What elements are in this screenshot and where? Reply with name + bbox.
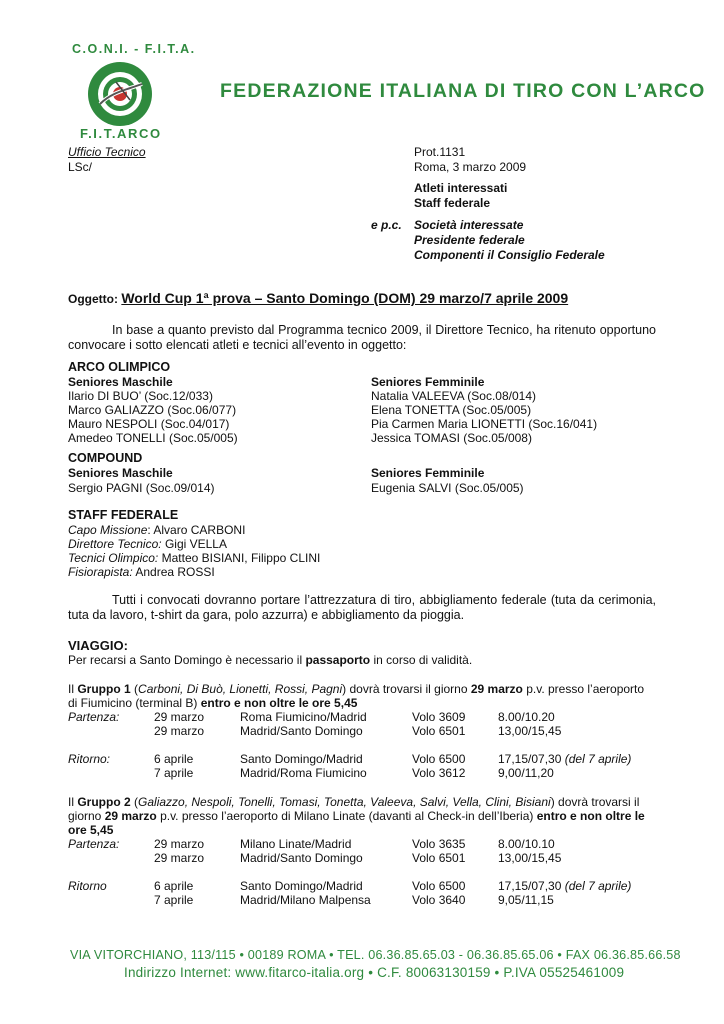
- schedule-route: Santo Domingo/Madrid: [240, 879, 363, 893]
- schedule-row: [68, 752, 631, 766]
- letter-date: Roma, 3 marzo 2009: [414, 160, 527, 174]
- schedule-row: [68, 851, 631, 865]
- schedule-route: Madrid/Milano Malpensa: [240, 893, 371, 907]
- intro-paragraph: In base a quanto previsto dal Programma tecnico 2009, il Direttore Tecnico, ha ritenuto opportuno convocare i sotto elencati atleti e tecnici all’evento in oggetto:: [68, 323, 656, 352]
- group2-line1: [68, 795, 639, 809]
- schedule-time: [498, 837, 631, 851]
- group2-date: 29 marzo: [104, 809, 157, 823]
- staff-role: Fisiorapista:: [68, 565, 133, 579]
- schedule-label: Ritorno: [68, 879, 107, 893]
- cc-recipient: Società interessate: [414, 218, 524, 232]
- schedule-time: [498, 851, 631, 865]
- staff-role: Direttore Tecnico:: [68, 537, 162, 551]
- footer-address: VIA VITORCHIANO, 113/115 • 00189 ROMA • TEL. 06.36.85.65.03 - 06.36.85.65.06 • FAX 06.36.85.66.58: [70, 948, 681, 962]
- recipient: Staff federale: [414, 196, 491, 210]
- schedule-date: 6 aprile: [154, 879, 194, 893]
- schedule-route: Madrid/Santo Domingo: [240, 851, 363, 865]
- athlete: Jessica TOMASI (Soc.05/008): [371, 431, 532, 445]
- fitarco-label: F.I.T.ARCO: [80, 126, 162, 141]
- schedule-time: [498, 879, 631, 893]
- footer-web: Indirizzo Internet: www.fitarco-italia.org • C.F. 80063130159 • P.IVA 05525461009: [124, 965, 625, 980]
- schedule-route: [240, 738, 412, 752]
- schedule-time: [498, 738, 631, 752]
- schedule-date: 7 aprile: [154, 766, 194, 780]
- schedule-label: [68, 738, 154, 752]
- coni-fita-heading: C.O.N.I. - F.I.T.A.: [72, 42, 196, 56]
- text: giorno: [68, 809, 105, 823]
- schedule-date: 6 aprile: [154, 752, 194, 766]
- athlete: Amedeo TONELLI (Soc.05/005): [68, 431, 238, 445]
- schedule-label: Ritorno:: [68, 752, 111, 766]
- schedule-date: [154, 865, 240, 879]
- schedule-label: Partenza:: [68, 837, 120, 851]
- schedule-flight: Volo 6501: [412, 724, 466, 738]
- group2-line3: ore 5,45: [68, 823, 114, 837]
- group1-line1: [68, 682, 644, 696]
- passport-post: in corso di validità.: [370, 653, 473, 667]
- flight-time: 8.00/10.10: [498, 837, 555, 851]
- schedule-row: [68, 766, 631, 780]
- schedule-route: Milano Linate/Madrid: [240, 837, 352, 851]
- flight-note: (del 7 aprile): [564, 752, 632, 766]
- schedule-flight: [412, 865, 498, 879]
- text: p.v. presso l’aeroporto di Milano Linate (davanti al Check-in dell’Iberia): [156, 809, 537, 823]
- federation-name: FEDERAZIONE ITALIANA DI TIRO CON L’ARCO: [220, 80, 706, 102]
- schedule-date: 29 marzo: [154, 724, 205, 738]
- athlete: Eugenia SALVI (Soc.05/005): [371, 481, 524, 495]
- text: ) dovrà trovarsi il: [550, 795, 640, 809]
- compound-men-title: Seniores Maschile: [68, 466, 173, 480]
- schedule-row: [68, 865, 631, 879]
- schedule-time: [498, 766, 631, 780]
- schedule-time: [498, 724, 631, 738]
- flight-time: 13,00/15,45: [498, 724, 562, 738]
- schedule-label: [68, 724, 154, 738]
- schedule-flight: [412, 738, 498, 752]
- protocol-number: Prot.1131: [414, 145, 466, 159]
- schedule-flight: Volo 6501: [412, 851, 466, 865]
- office-ref: LSc/: [68, 160, 93, 174]
- compound-title: COMPOUND: [68, 451, 143, 465]
- schedule-time: [498, 893, 631, 907]
- schedule-flight: Volo 3635: [412, 837, 466, 851]
- flight-time: 13,00/15,45: [498, 851, 562, 865]
- text: Il: [68, 682, 78, 696]
- staff-role: Tecnici Olimpico:: [68, 551, 159, 565]
- schedule-flight: Volo 6500: [412, 752, 466, 766]
- flight-time: 17,15/07,30: [498, 879, 565, 893]
- schedule-flight: Volo 3609: [412, 710, 466, 724]
- subject-label: Oggetto:: [68, 292, 118, 306]
- travel-title: VIAGGIO:: [68, 638, 128, 653]
- equipment-paragraph: Tutti i convocati dovranno portare l’attrezzatura di tiro, abbigliamento federale (tuta da cerimonia, tuta da lavoro, t-shirt da gara, polo azzurra) e abbigliamento da pioggia.: [68, 593, 656, 622]
- schedule-row: [68, 837, 631, 851]
- schedule-date: 29 marzo: [154, 851, 205, 865]
- schedule-row: [68, 738, 631, 752]
- cc-recipient: Componenti il Consiglio Federale: [414, 248, 605, 262]
- flight-time: 17,15/07,30: [498, 752, 565, 766]
- schedule-group1: [68, 710, 631, 780]
- flight-time: 9,05/11,15: [498, 893, 554, 907]
- staff-row: [68, 523, 245, 537]
- schedule-row: [68, 724, 631, 738]
- athlete: Elena TONETTA (Soc.05/005): [371, 403, 532, 417]
- group1-date: 29 marzo: [470, 682, 523, 696]
- schedule-row: [68, 893, 631, 907]
- flight-note: (del 7 aprile): [564, 879, 632, 893]
- schedule-time: [498, 710, 631, 724]
- schedule-label: [68, 766, 154, 780]
- staff-name: Andrea ROSSI: [135, 565, 215, 579]
- cc-label: e p.c.: [371, 218, 402, 232]
- athlete: Pia Carmen Maria LIONETTI (Soc.16/041): [371, 417, 598, 431]
- olimpico-title: ARCO OLIMPICO: [68, 360, 171, 374]
- schedule-route: Madrid/Santo Domingo: [240, 724, 363, 738]
- group2-label: Gruppo 2: [77, 795, 131, 809]
- schedule-label: Partenza:: [68, 710, 120, 724]
- schedule-row: [68, 710, 631, 724]
- schedule-route: Madrid/Roma Fiumicino: [240, 766, 367, 780]
- passport-pre: Per recarsi a Santo Domingo è necessario il: [68, 653, 306, 667]
- schedule-label: [68, 893, 154, 907]
- athlete: Natalia VALEEVA (Soc.08/014): [371, 389, 536, 403]
- cc-recipient: Presidente federale: [414, 233, 525, 247]
- flight-time: 8.00/10.20: [498, 710, 555, 724]
- staff-row: [68, 537, 227, 551]
- schedule-time: [498, 865, 631, 879]
- schedule-route: [240, 865, 412, 879]
- schedule-date: 29 marzo: [154, 837, 205, 851]
- fitarco-logo-icon: [86, 60, 154, 128]
- group2-line2: [68, 809, 645, 823]
- staff-sep: :: [147, 523, 154, 537]
- group1-label: Gruppo 1: [77, 682, 131, 696]
- athlete: Marco GALIAZZO (Soc.06/077): [68, 403, 237, 417]
- text: Il: [68, 795, 78, 809]
- athlete: Ilario DI BUO’ (Soc.12/033): [68, 389, 213, 403]
- text: di Fiumicino (terminal B): [68, 696, 201, 710]
- group1-names: Carboni, Di Buò, Lionetti, Rossi, Pagni: [138, 682, 343, 696]
- schedule-flight: Volo 6500: [412, 879, 466, 893]
- schedule-row: [68, 879, 631, 893]
- schedule-route: Roma Fiumicino/Madrid: [240, 710, 367, 724]
- schedule-label: [68, 851, 154, 865]
- staff-title: STAFF FEDERALE: [68, 508, 179, 522]
- athlete: Mauro NESPOLI (Soc.04/017): [68, 417, 230, 431]
- group1-deadline: entro e non oltre le ore 5,45: [200, 696, 358, 710]
- staff-row: [68, 551, 320, 565]
- schedule-flight: Volo 3612: [412, 766, 466, 780]
- schedule-flight: Volo 3640: [412, 893, 466, 907]
- schedule-date: 7 aprile: [154, 893, 194, 907]
- group2-names: Galiazzo, Nespoli, Tonelli, Tomasi, Tonetta, Valeeva, Salvi, Vella, Clini, Bisiani: [138, 795, 551, 809]
- text: p.v. presso l’aeroporto: [522, 682, 645, 696]
- office-name: Ufficio Tecnico: [68, 145, 146, 159]
- flight-time: 9,00/11,20: [498, 766, 554, 780]
- staff-row: [68, 565, 215, 579]
- text: (: [130, 795, 139, 809]
- schedule-date: [154, 738, 240, 752]
- group1-line2: [68, 696, 357, 710]
- subject-text: World Cup 1ª prova – Santo Domingo (DOM) 29 marzo/7 aprile 2009: [121, 290, 569, 306]
- compound-women-title: Seniores Femminile: [371, 466, 485, 480]
- olimpico-women-title: Seniores Femminile: [371, 375, 485, 389]
- olimpico-men-title: Seniores Maschile: [68, 375, 173, 389]
- recipient: Atleti interessati: [414, 181, 508, 195]
- schedule-group2: [68, 837, 631, 907]
- staff-role: Capo Missione: [68, 523, 148, 537]
- staff-name: Gigi VELLA: [164, 537, 227, 551]
- staff-name: Alvaro CARBONI: [153, 523, 246, 537]
- passport-bold: passaporto: [305, 653, 371, 667]
- staff-name: Matteo BISIANI, Filippo CLINI: [161, 551, 321, 565]
- schedule-date: 29 marzo: [154, 710, 205, 724]
- group2-deadline: entro e non oltre le: [536, 809, 645, 823]
- schedule-time: [498, 752, 631, 766]
- subject-line: [68, 290, 568, 306]
- schedule-label: [68, 865, 154, 879]
- schedule-route: Santo Domingo/Madrid: [240, 752, 363, 766]
- text: ) dovrà trovarsi il giorno: [342, 682, 471, 696]
- athlete: Sergio PAGNI (Soc.09/014): [68, 481, 215, 495]
- passport-note: [68, 653, 472, 667]
- text: (: [130, 682, 139, 696]
